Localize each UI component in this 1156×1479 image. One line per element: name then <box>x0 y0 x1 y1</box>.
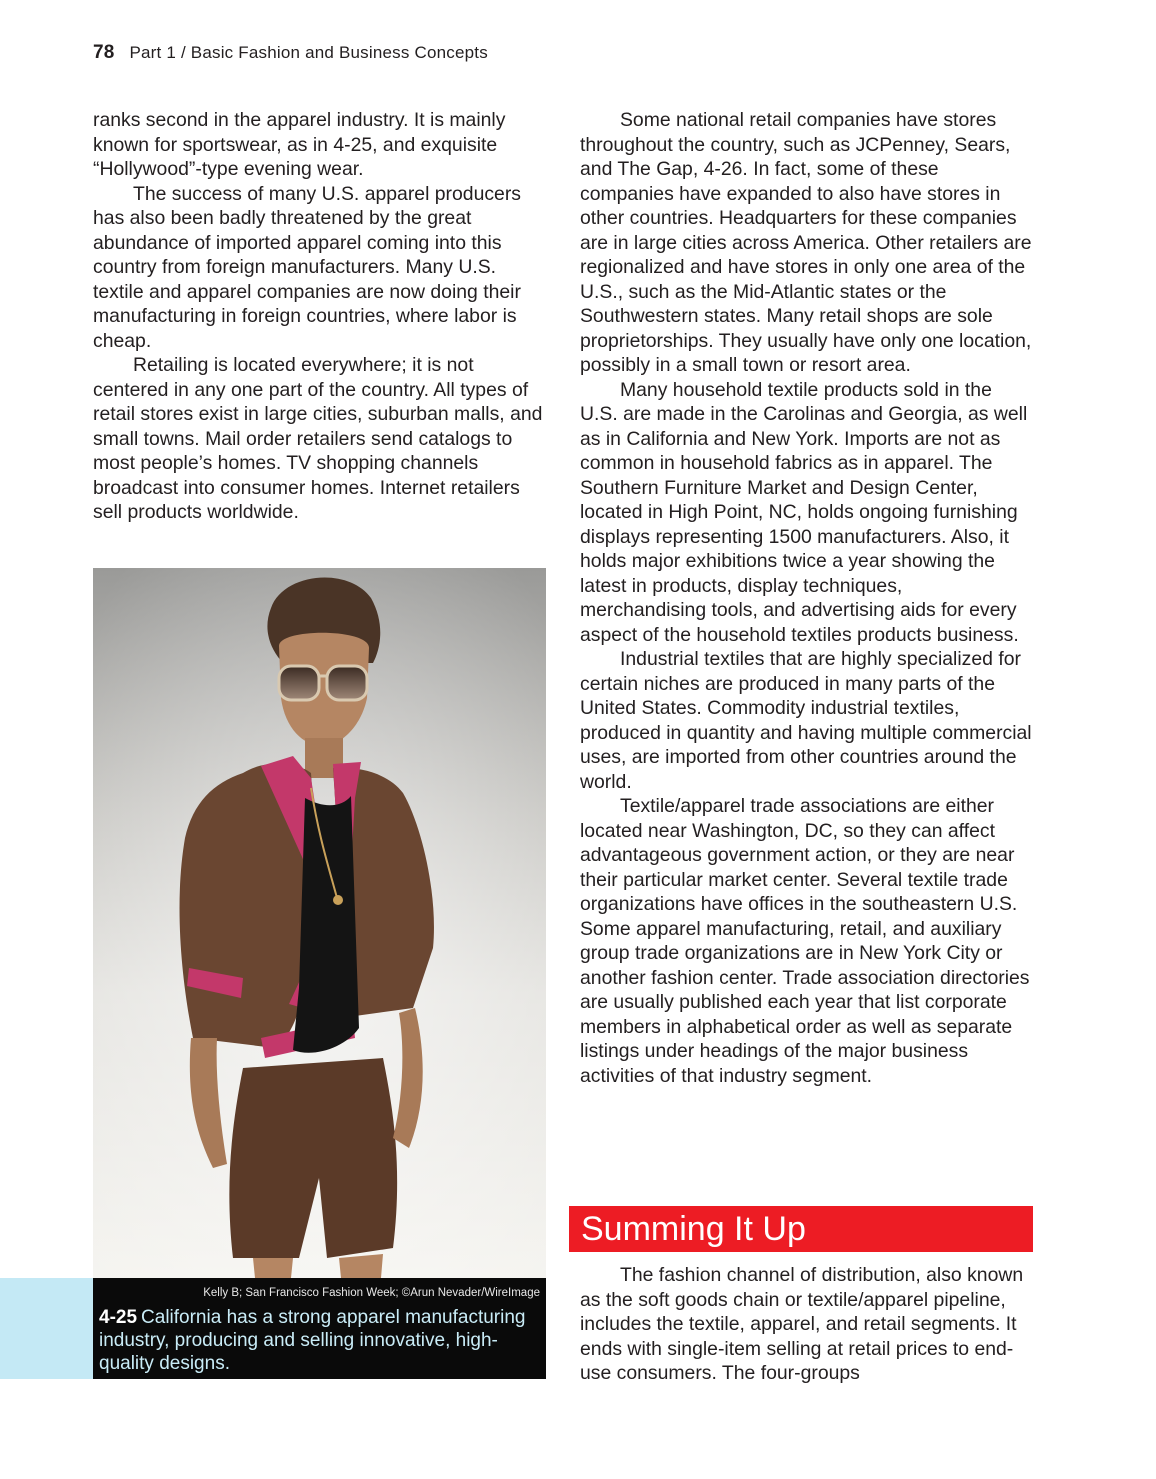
runway-photo <box>93 568 546 1278</box>
figure-caption <box>93 1278 546 1379</box>
caption-text <box>99 1306 540 1375</box>
section-heading: Summing It Up <box>569 1206 1033 1252</box>
right-column <box>580 108 1032 1088</box>
paragraph: Many household textile products sold in the U.S. are made in the Carolinas and Georgia, as well as in California and New York. Imports are not as common in household fabrics as in apparel. The Southern Furniture Market and Design Center, located in High Point, NC, holds ongoing furnishing displays representing 1500 manufacturers. Also, it holds major exhibitions twice a year showing the latest in products, display techniques, merchandising tools, and advertising aids for every aspect of the household textiles products business. <box>580 378 1028 646</box>
paragraph: The success of many U.S. apparel producers has also been badly threatened by the great abundance of imported apparel coming into this country from foreign manufacturers. Many U.S. textile and apparel companies are now doing their manufacturing in foreign countries, where labor is cheap. <box>93 182 521 352</box>
paragraph: The fashion channel of distribution, also known as the soft goods chain or textile/apparel pipeline, includes the textile, apparel, and retail segments. It ends with single-item selling at retail prices to end-use consumers. The four-groups <box>580 1264 1024 1384</box>
paragraph: Some national retail companies have stores throughout the country, such as JCPenney, Sears, and The Gap, 4-26. In fact, some of these companies have expanded to also have stores in other countries. Headquarters for these companies are in large cities across America. Other retailers are regionalized and have stores in only one area of the U.S., such as the Mid-Atlantic states or the Southwestern states. Many retail shops are sole proprietorships. They usually have only one location, possibly in a small town or resort area. <box>580 109 1032 376</box>
caption-body: California has a strong apparel manufacturing industry, producing and selling innovative, high-quality designs. <box>99 1307 526 1374</box>
page-number: 78 <box>93 42 115 63</box>
paragraph: Retailing is located everywhere; it is not centered in any one part of the country. All types of retail stores exist in large cities, suburban malls, and small towns. Mail order retailers send catalogs to most people’s homes. TV shopping channels broadcast into consumer homes. Internet retailers sell products worldwide. <box>93 354 543 523</box>
figure-number: 4-25 <box>99 1307 138 1328</box>
running-title: Part 1 / Basic Fashion and Business Concepts <box>129 43 488 62</box>
caption-side-bar <box>0 1278 93 1379</box>
paragraph: Industrial textiles that are highly specialized for certain niches are produced in many parts of the United States. Commodity industrial textiles, produced in quantity and having multiple commercial uses, are imported from other countries around the world. <box>580 648 1032 793</box>
figure-4-25 <box>93 568 546 1379</box>
left-column <box>93 108 548 525</box>
paragraph: ranks second in the apparel industry. It is mainly known for sportswear, as in 4-25, and exquisite “Hollywood”-type evening wear. <box>93 109 506 180</box>
running-header <box>93 42 488 64</box>
paragraph: Textile/apparel trade associations are either located near Washington, DC, so they can affect advantageous government action, or they are near their particular market center. Several textile trade organizations have offices in the southeastern U.S. Some apparel manufacturing, retail, and auxiliary group trade organizations are in New York City or another fashion center. Trade association directories are usually published each year that list corporate members in alphabetical order as well as separate listings under headings of the major business activities of that industry segment. <box>580 795 1030 1087</box>
summary-column <box>580 1263 1032 1386</box>
photo-credit: Kelly B; San Francisco Fashion Week; ©Arun Nevader/WireImage <box>203 1287 540 1299</box>
